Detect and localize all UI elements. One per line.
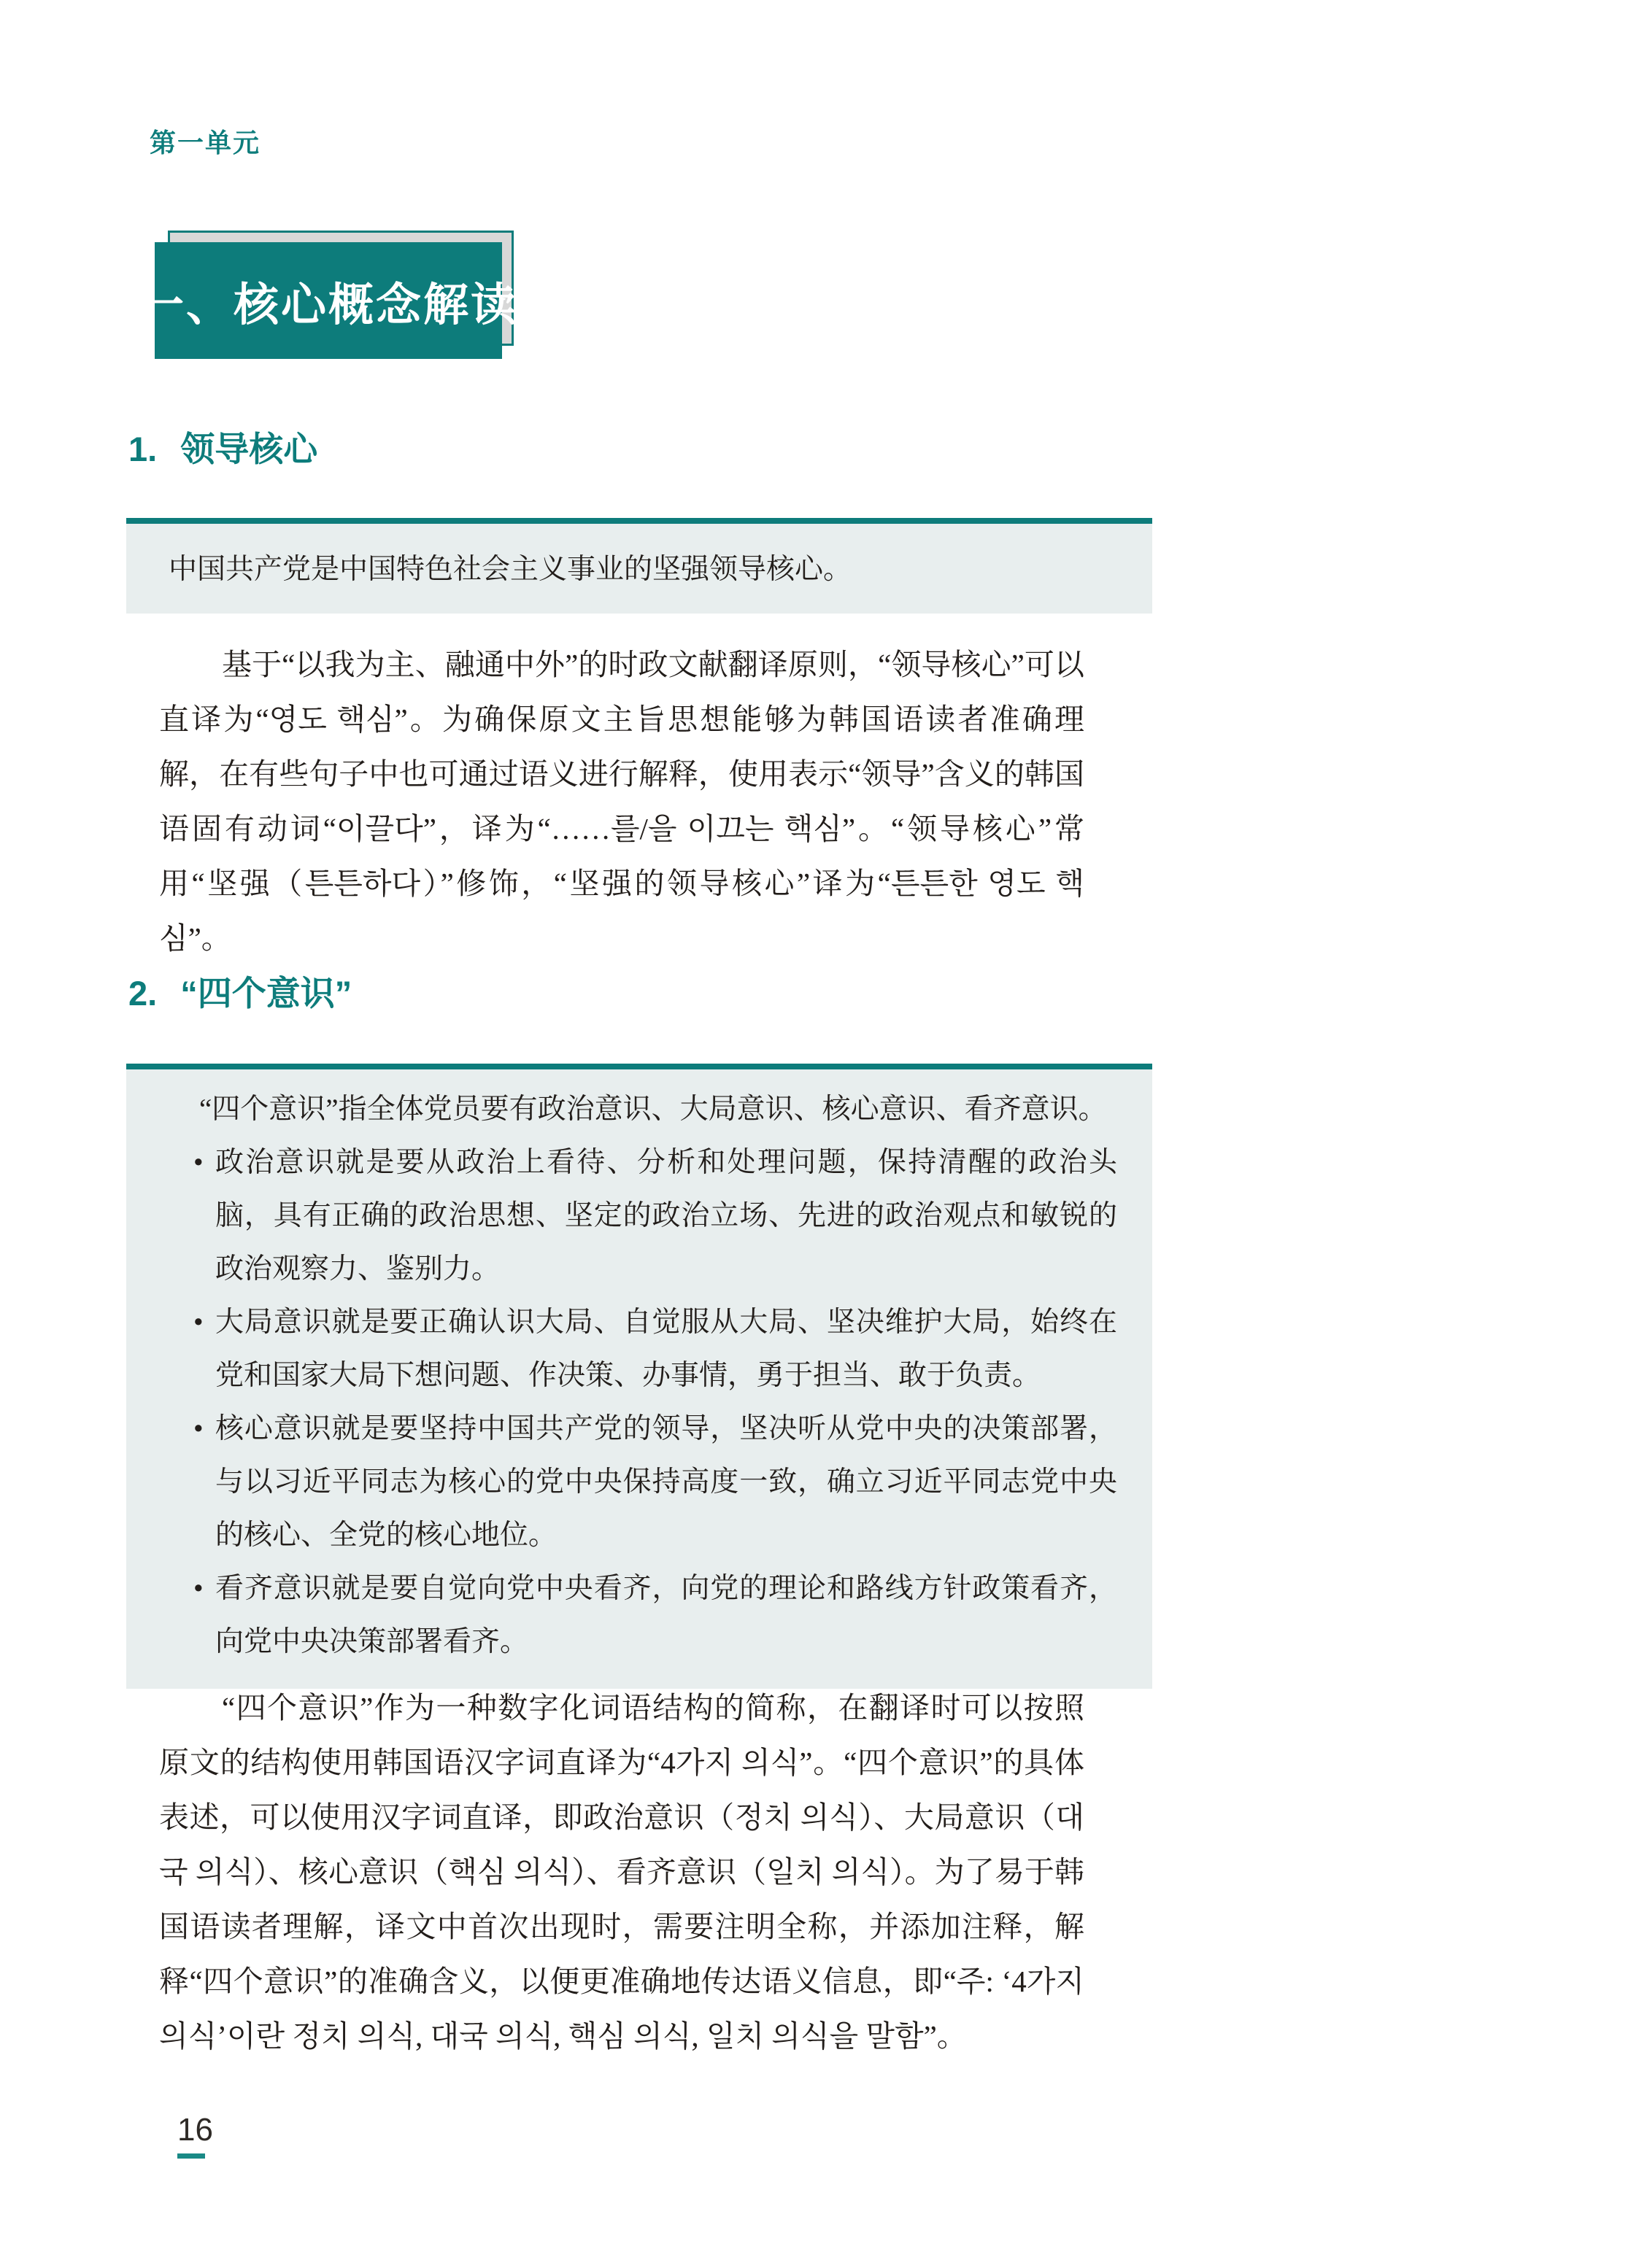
- banner-title-box: [139, 242, 519, 359]
- section-1-heading: [128, 430, 317, 468]
- list-item: • 大局意识就是要正确认识大局、自觉服从大局、坚决维护大局，始终在党和国家大局下想问题、作决策、办事情，勇于担当、敢于负责。: [199, 1296, 1117, 1402]
- definition-intro: “四个意识”指全体党员要有政治意识、大局意识、核心意识、看齐意识。: [199, 1094, 1107, 1125]
- banner-title: 一、核心概念解读: [139, 280, 519, 330]
- definition-box-four-consciousnesses: [126, 1064, 1152, 1689]
- definition-bullet-list: [199, 1136, 1117, 1668]
- section-2-number: 2.: [128, 974, 158, 1013]
- definition-text: 中国共产党是中国特色社会主义事业的坚强领导核心。: [169, 554, 852, 585]
- section-banner: [139, 231, 519, 360]
- list-item: • 政治意识就是要从政治上看待、分析和处理问题，保持清醒的政治头脑，具有正确的政治思想、坚定的政治立场、先进的政治观点和敏锐的政治观察力、鉴别力。: [199, 1136, 1117, 1296]
- section-1-title: 领导核心: [180, 430, 318, 468]
- page-number-underline: [177, 2153, 205, 2159]
- section-1-paragraph: 基于“以我为主、融通中外”的时政文献翻译原则，“领导核心”可以直译为“영도 핵심”。为确保原文主旨思想能够为韩国语读者准确理解，在有些句子中也可通过语义进行解释，使用表示“领导”含义的韩国语固有动词“이끌다”，译为“……를/을 이끄는 핵심”。“领导核心”常用“坚强（튼튼하다）”修饰，“坚强的领导核心”译为“튼튼한 영도 핵심”。: [159, 648, 1084, 955]
- list-item: • 核心意识就是要坚持中国共产党的领导，坚决听从党中央的决策部署，与以习近平同志为核心的党中央保持高度一致，确立习近平同志党中央的核心、全党的核心地位。: [199, 1402, 1117, 1562]
- section-2-heading: [128, 975, 352, 1013]
- section-2-title: “四个意识”: [180, 974, 352, 1013]
- definition-box-leadership-core: [126, 518, 1152, 614]
- page-number: [177, 2114, 213, 2159]
- page-number-text: 16: [177, 2112, 213, 2148]
- section-2-paragraph: “四个意识”作为一种数字化词语结构的简称，在翻译时可以按照原文的结构使用韩国语汉字词直译为“4가지 의식”。“四个意识”的具体表述，可以使用汉字词直译，即政治意识（정치 의식）、大局意识（대국 의식）、核心意识（핵심 의식）、看齐意识（일치 의식）。为了易于韩国语读者理解，译文中首次出现时，需要注明全称，并添加注释，解释“四个意识”的准确含义，以便更准确地传达语义信息，即“주: ‘4가지 의식’이란 정치 의식, 대국 의식, 핵심 의식, 일치 의식을 말함”。: [159, 1691, 1084, 2053]
- section-1-number: 1.: [128, 430, 158, 468]
- unit-label: 第一单元: [150, 128, 261, 158]
- list-item: • 看齐意识就是要自觉向党中央看齐，向党的理论和路线方针政策看齐，向党中央决策部署看齐。: [199, 1562, 1117, 1668]
